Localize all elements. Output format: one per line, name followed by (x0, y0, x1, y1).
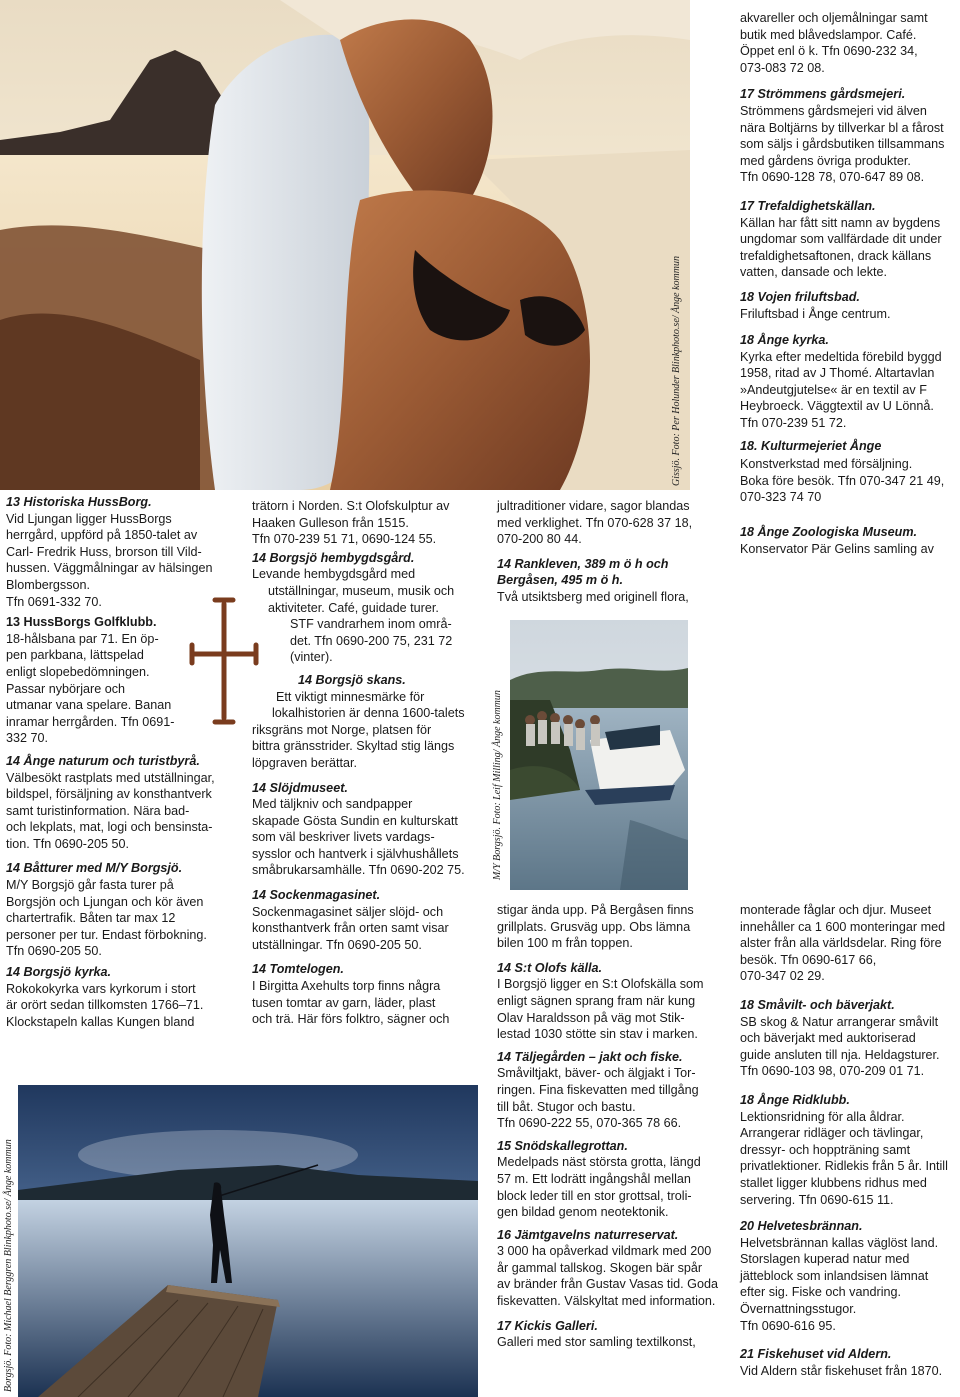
entry-line: lestad 1030 stötte sin stav i marken. (497, 1027, 698, 1042)
entry-zoologiska-museum (740, 524, 958, 557)
entry-line: Två utsiktsberg med originell flora, (497, 589, 689, 604)
entry-title: 18 Ånge kyrka. (740, 333, 829, 348)
entry-fiskehuset (740, 1346, 958, 1379)
entry-line: 070-323 74 70 (740, 490, 822, 505)
entry-line: aktiviteter. Café, guidade turer. (268, 600, 439, 615)
entry-line: bildspel, försäljning av konsthantverk (6, 787, 212, 802)
entry-line: Sockenmagasinet säljer slöjd- och (252, 904, 444, 919)
entry-line: monterade fåglar och djur. Museet (740, 903, 932, 917)
entry-line: löpgraven berättar. (252, 755, 358, 770)
entry-line: trefaldighetsaftonen, drack källans (740, 248, 932, 263)
entry-smavilt-baverjakt (740, 997, 958, 1080)
entry-line: Vid Aldern står fiskehuset från 1870. (740, 1363, 943, 1378)
entry-line: med verklighet. Tfn 070-628 37 18, (497, 515, 693, 530)
entry-line: fiskevatten. Välskyltat med information. (497, 1294, 716, 1309)
entry-line: efter sig. Fiske och vandring. (740, 1285, 901, 1300)
entry-line: Kyrka efter medeltida förebild byggd (740, 349, 942, 364)
entry-kulturmejeriet (740, 438, 958, 506)
entry-naturum (6, 753, 234, 853)
entry-vojen (740, 289, 958, 322)
entry-sockenmagasinet (252, 887, 488, 953)
entry-line: av bränder från Gustav Vasas tid. Goda (497, 1277, 718, 1292)
entry-line: och bäverjakt med auktoriserad (740, 1031, 916, 1046)
entry-line: ringen. Fina fiskevatten med tillgång (497, 1082, 699, 1097)
entry-line: jätteblock som inlandsisen lämnat (740, 1268, 929, 1283)
entry-line: enligt sägnen sprang fram när kung (497, 993, 696, 1008)
entry-line: utställningar, museum, musik och (268, 583, 455, 598)
entry-line: Blombergsson. (6, 577, 90, 592)
entry-line: som väl beskriver livets vardags- (252, 830, 435, 845)
entry-line: hussen. Väggmålningar av hälsingen (6, 561, 213, 576)
entry-line: guide ansluten till nja. Heldagsturer. (740, 1047, 940, 1062)
entry-line: STF vandrarhem inom områ- (290, 617, 452, 632)
photo-boat (510, 620, 688, 890)
entry-title: 14 Rankleven, 389 m ö h och (497, 556, 669, 571)
entry-trefaldighetskallan (740, 198, 958, 281)
entry-line: pen parkbana, lättspelad (6, 648, 144, 663)
entry-line: 18-hålsbana par 71. En öp- (6, 631, 159, 646)
entry-ange-ridklubb (740, 1092, 958, 1208)
entry-title: 13 Historiska HussBorg. (6, 495, 152, 509)
entry-title: 17 Kickis Galleri. (497, 1318, 598, 1333)
entry-title: 13 HussBorgs Golfklubb. (6, 615, 157, 630)
entry-line: Friluftsbad i Ånge centrum. (740, 306, 891, 321)
entry-line: Övernattningsstugor. (740, 1302, 857, 1317)
entry-title: 21 Fiskehuset vid Aldern. (740, 1347, 892, 1362)
entry-line: nära Boltjärns by tillverkar bl a fårost (740, 120, 944, 135)
entry-title: 14 Tomtelogen. (252, 962, 344, 977)
entry-line: Med täljkniv och sandpapper (252, 797, 413, 812)
entry-line: Tfn 0690-616 95. (740, 1318, 836, 1333)
entry-line: 1958, ritad av J Thomé. Altartavlan (740, 366, 935, 381)
entry-line: Klockstapeln kallas Kungen bland (6, 1014, 195, 1029)
entry-title: 14 Ånge naturum och turistbyrå. (6, 753, 200, 768)
entry-line: skapade Gösta Sundin en kulturskatt (252, 813, 458, 828)
entry-line: Olav Haraldsson på väg mot Stik- (497, 1010, 685, 1025)
entry-line: Tfn 070-239 51 72. (740, 416, 847, 431)
entry-title: 14 Borgsjö hembygdsgård. (252, 550, 415, 565)
entry-line: Källan har fått sitt namn av bygdens (740, 215, 941, 230)
entry-line: bittra gränsstrider. Skyltad stig längs (252, 739, 455, 754)
photo-credit-bather: Gissjö. Foto: Per Holunder Blinkphoto.se/ Ånge kommun (671, 256, 682, 486)
entry-line: konsthantverk från orten samt visar (252, 921, 449, 936)
entry-line: M/Y Borgsjö går fasta turer på (6, 878, 174, 893)
entry-line: det. Tfn 0690-200 75, 231 72 (290, 633, 453, 648)
entry-line: Vid Ljungan ligger HussBorgs (6, 511, 172, 526)
entry-line: Arrangerar ridläger och tävlingar, (740, 1126, 924, 1141)
entry-borgsjo-kyrka (6, 964, 234, 1030)
entry-line: servering. Tfn 0690-615 11. (740, 1192, 894, 1207)
column-4-top (740, 10, 958, 557)
entry-slojdmuseet (252, 780, 488, 880)
entry-jamtgaveln (497, 1227, 719, 1310)
entry-line: akvareller och oljemålningar samt (740, 11, 928, 25)
entry-line: stigar ända upp. På Bergåsen finns (497, 903, 694, 917)
entry-line: utställningar. Tfn 0690-205 50. (252, 937, 422, 952)
entry-strommens-mejeri (740, 86, 958, 186)
entry-line: Småviltjakt, bäver- och älgjakt i Tor- (497, 1066, 696, 1081)
entry-line: Konservator Pär Gelins samling av (740, 541, 934, 556)
entry-line: Rokokokyrka vars kyrkorum i stort (6, 981, 196, 996)
photo-fisher (18, 1085, 478, 1397)
column-3-bottom (497, 902, 719, 1351)
entry-line: lokalhistorien är denna 1600-talets (272, 706, 465, 721)
entry-rankleven (497, 556, 715, 606)
entry-line: herrgård, uppförd på 1850-talet av (6, 528, 198, 543)
entry-kickis-galleri (497, 1318, 719, 1351)
entry-golfklubb (6, 614, 234, 747)
entry-line: Lektionsridning för alla åldrar. (740, 1109, 905, 1124)
photo-credit-fisher: Borgsjö. Foto: Michael Berggren Blinkphoto.se/ Ånge kommun (3, 1139, 14, 1392)
entry-line: Helvetsbrännan kallas väglöst land. (740, 1235, 939, 1250)
entry-line: I Borgsjö ligger en S:t Olofskälla som (497, 977, 704, 992)
entry-line: personer per tur. Endast förbokning. (6, 927, 207, 942)
entry-line: Tfn 0690-222 55, 070-365 78 66. (497, 1116, 682, 1131)
column-2 (252, 498, 488, 1028)
entry-line: Heybroeck. Väggtextil av U Lönnå. (740, 399, 934, 414)
entry-line: år gammal tallskog. Skogen bär spår (497, 1260, 703, 1275)
entry-title: 18 Vojen friluftsbad. (740, 289, 860, 304)
entry-line: innehåller ca 1 600 monteringar med (740, 919, 946, 934)
entry-title: 18 Småvilt- och bäverjakt. (740, 997, 895, 1012)
entry-line: ungdomar som vallfärdade dit under (740, 232, 942, 247)
entry-line: trätorn i Norden. S:t Olofskulptur av (252, 499, 450, 513)
entry-line: 073-083 72 08. (740, 60, 825, 75)
entry-ange-kyrka (740, 332, 958, 432)
entry-line: är orört sedan tillkomsten 1766–71. (6, 998, 204, 1013)
entry-title-cont: Bergåsen, 495 m ö h. (497, 573, 623, 588)
entry-line: sysslor och hantverk i självhushållets (252, 846, 459, 861)
entry-line: Tfn 0690-128 78, 070-647 89 08. (740, 170, 925, 185)
entry-line: inramar herrgården. Tfn 0691- (6, 714, 175, 729)
entry-line: gen bildad genom neotektonik. (497, 1205, 669, 1220)
entry-line: Carl- Fredrik Huss, brorson till Vild- (6, 544, 202, 559)
entry-title: 14 S:t Olofs källa. (497, 960, 602, 975)
entry-line: till båt. Stugor och bastu. (497, 1099, 636, 1114)
entry-line: 332 70. (6, 731, 49, 746)
entry-title: 14 Sockenmagasinet. (252, 888, 381, 903)
entry-line: Medelpads näst största grotta, längd (497, 1155, 701, 1170)
entry-line: (vinter). (290, 650, 333, 665)
entry-line: Välbesökt rastplats med utställningar, (6, 770, 215, 785)
entry-skans (252, 672, 488, 772)
entry-line: 070-200 80 44. (497, 532, 582, 547)
entry-line: vatten, dansade och lekte. (740, 265, 888, 280)
entry-line: och lekplats, mat, logi och bensinsta- (6, 820, 213, 835)
entry-line: riksgräns mot Norge, platsen för (252, 722, 432, 737)
entry-line: butik med blåvedslampor. Café. (740, 27, 917, 42)
entry-line: med gårdens övriga produkter. (740, 153, 911, 168)
entry-tomtelogen (252, 961, 488, 1027)
entry-line: jultraditioner vidare, sagor blandas (497, 499, 690, 513)
entry-title: 17 Trefaldighetskällan. (740, 198, 876, 213)
entry-line: I Birgitta Axehults torp finns några (252, 979, 441, 994)
entry-line: alster från alla världsdelar. Ring före (740, 936, 942, 951)
entry-line: tusen tomtar av garn, läder, plast (252, 995, 436, 1010)
entry-line: som säljs i gårdsbutiken tillsammans (740, 137, 945, 152)
entry-title: 16 Jämtgavelns naturreservat. (497, 1227, 679, 1242)
entry-st-olofs-kalla (497, 960, 719, 1043)
entry-line: stallet ligger klubbens ridhus med (740, 1175, 927, 1190)
entry-line: Passar nybörjare och (6, 681, 126, 696)
entry-title: 18 Ånge Zoologiska Museum. (740, 525, 918, 540)
entry-line: Öppet enl ö k. Tfn 0690-232 34, (740, 44, 918, 59)
entry-title: 20 Helvetesbrännan. (740, 1219, 863, 1234)
entry-line: 57 m. Ett lodrätt ingångshål mellan (497, 1171, 691, 1186)
entry-line: Storslagen kuperad natur med (740, 1252, 910, 1267)
entry-line: SB skog & Natur arrangerar småvilt (740, 1014, 939, 1029)
entry-taljegarden (497, 1049, 719, 1132)
entry-line: 070-347 02 29. (740, 969, 825, 984)
entry-title: 18. Kulturmejeriet Ånge (740, 438, 882, 453)
entry-line: småbrukarsamhälle. Tfn 0690-202 75. (252, 863, 465, 878)
entry-line: bilen 100 m från toppen. (497, 936, 633, 951)
entry-line: privatlektioner. Ridlekis från 5 år. Intill (740, 1159, 948, 1174)
entry-line: chartertrafik. Båten tar max 12 (6, 911, 176, 926)
entry-line: tion. Tfn 0690-205 50. (6, 836, 129, 851)
entry-line: Levande hembygdsgård med (252, 567, 416, 582)
entry-husborg (6, 494, 234, 610)
entry-title: 18 Ånge Ridklubb. (740, 1092, 850, 1107)
entry-line: besök. Tfn 0690-617 66, (740, 952, 877, 967)
entry-title: 14 Borgsjö kyrka. (6, 965, 111, 980)
entry-line: Haaken Gulleson från 1515. (252, 515, 409, 530)
entry-title: 17 Strömmens gårdsmejeri. (740, 87, 906, 102)
entry-title: 15 Snödskallegrottan. (497, 1138, 628, 1153)
entry-title: 14 Slöjdmuseet. (252, 780, 348, 795)
entry-line: enligt slopebedömningen. (6, 664, 150, 679)
photo-credit-boat: M/Y Borgsjö. Foto: Leif Milling/ Ånge kommun (492, 690, 503, 880)
entry-line: block leder till en stor grottsal, troli- (497, 1188, 692, 1203)
entry-line: grillplats. Grusväg upp. Obs lämna (497, 919, 691, 934)
entry-line: Ett viktigt minnesmärke för (276, 689, 425, 704)
entry-line: 3 000 ha opåverkad vildmark med 200 (497, 1244, 712, 1259)
photo-bather (0, 0, 690, 490)
column-4-bottom (740, 902, 958, 1379)
entry-snodskallegrottan (497, 1138, 719, 1221)
entry-line: samt turistinformation. Nära bad- (6, 803, 190, 818)
entry-line: Tfn 0690-103 98, 070-209 01 71. (740, 1064, 925, 1079)
entry-line: Borgsjön och Ljungan och kör även (6, 894, 204, 909)
entry-line: Galleri med stor samling textilkonst, (497, 1335, 696, 1350)
column-3-top (497, 498, 715, 606)
entry-helvetesbrannan (740, 1218, 958, 1334)
entry-title: 14 Borgsjö skans. (298, 672, 406, 687)
entry-line: och trä. Här förs folktro, sägner och (252, 1012, 450, 1027)
entry-line: »Andeutgjutelse« är en textil av F (740, 382, 927, 397)
entry-line: Tfn 070-239 51 71, 0690-124 55. (252, 532, 437, 547)
entry-line: Tfn 0690-205 50. (6, 944, 102, 959)
entry-line: Tfn 0691-332 70. (6, 594, 102, 609)
entry-line: Boka före besök. Tfn 070-347 21 49, (740, 473, 945, 488)
column-1 (6, 494, 234, 1030)
entry-line: dressyr- och hoppträning samt (740, 1142, 911, 1157)
entry-title: 14 Båtturer med M/Y Borgsjö. (6, 861, 183, 876)
entry-line: Strömmens gårdsmejeri vid älven (740, 103, 927, 118)
entry-batturer (6, 860, 234, 960)
entry-line: Konstverkstad med försäljning. (740, 457, 913, 472)
entry-title: 14 Täljegården – jakt och fiske. (497, 1049, 683, 1064)
entry-line: utmanar vana spelare. Banan (6, 698, 172, 713)
entry-hembygdsgard (252, 550, 488, 666)
